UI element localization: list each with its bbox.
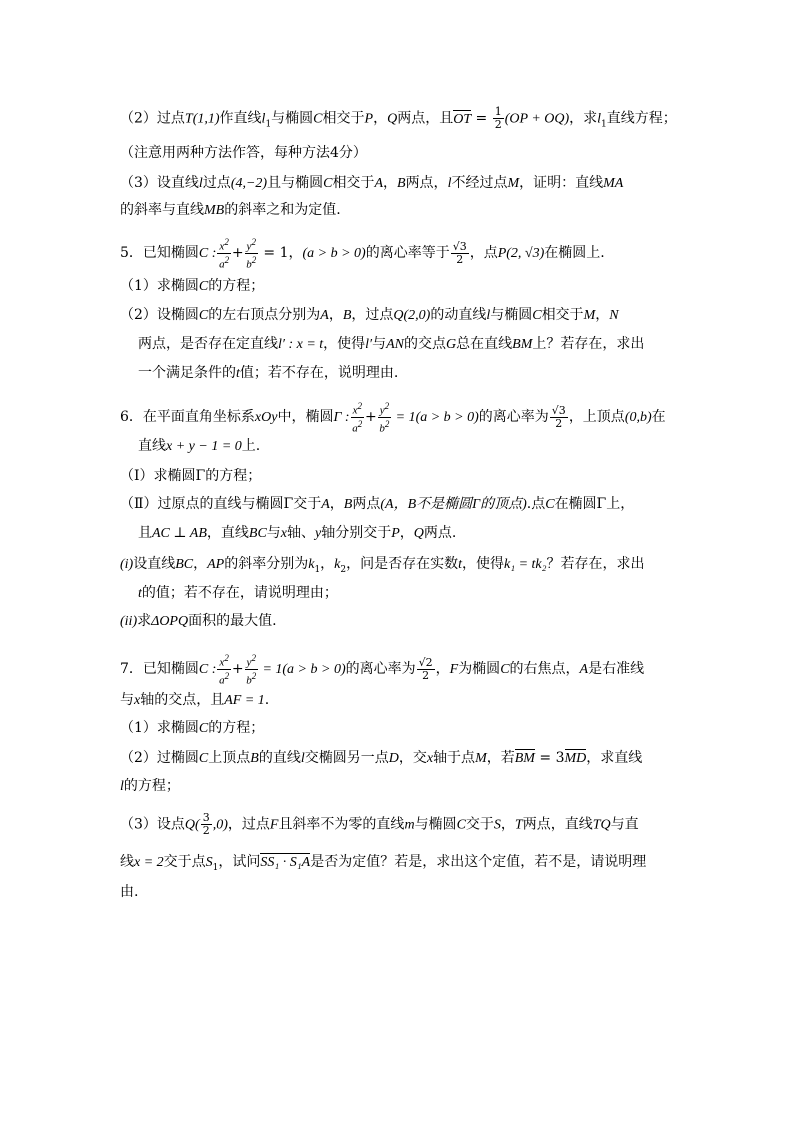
p6-q1: （Ⅰ）求椭圆Γ的方程； [120,468,262,484]
p7-head: 7．已知椭圆C : $\frac{x^2}{a^2}$ + $\frac{y^2}{b^2}$ = 1(a > b > 0)的离心率为 $\frac{√2}{2}$ ，F为椭圆C的右焦点，A是右准线 [120,653,645,687]
p6-head-line2: 直线x + y − 1 = 0上. [138,438,261,454]
p4-part2-line: （2）过点T(1,1)作直线$l_1$与椭圆C相交于P，Q两点，且OT = $\frac{1}{2}$ (OP + OQ)，求$l_1$直线方程； [120,105,677,131]
p6-q2-line1: （Ⅱ）过原点的直线与椭圆Γ交于A，B两点(A，B不是椭圆Γ的顶点).点C在椭圆Γ上， [120,496,635,512]
p6-q2-line2: 且AC ⊥ AB，直线BC与x轴、y轴分别交于P，Q两点. [138,525,457,541]
p7-q3-line2: 线x = 2交于点$S_1$，试问SS₁ · S₁A是否为定值？若是，求出这个定值，若不是，请说明理 [120,854,647,873]
p4-part3-line2: 的斜率与直线MB的斜率之和为定值. [120,202,341,218]
p6-i-line2: t的值；若不存在，请说明理由； [138,585,338,601]
p7-q3-line3: 由. [120,884,139,900]
p6-i-line1: (i)设直线BC，AP的斜率分别为$k_1$，$k_2$，问是否存在实数t，使得k₁ = tk₂？若存在，求出 [120,556,645,575]
p5-q1: （1）求椭圆C的方程； [120,278,265,294]
p5-head: 5．已知椭圆C : $\frac{x^2}{a^2}$ + $\frac{y^2}{b^2}$ = 1，(a > b > 0)的离心率等于 $\frac{√3}{2}$ ，点P(2, √3)在椭圆上. [120,237,605,271]
p4-note: （注意用两种方法作答，每种方法4分） [120,145,367,161]
p6-head: 6．在平面直角坐标系xOy中，椭圆Γ : $\frac{x^2}{a^2}$ + $\frac{y^2}{b^2}$ = 1(a > b > 0)的离心率为 $\frac{√3}{2}$ ，上顶点(0,b)在 [120,401,666,435]
p7-q3-line1: （3）设点Q( $\frac{3}{2}$ ,0)，过点F且斜率不为零的直线m与椭圆C交于S，T两点，直线TQ与直 [120,811,639,837]
p5-q2-line1: （2）设椭圆C的左右顶点分别为A，B，过点Q(2,0)的动直线l与椭圆C相交于M，N [120,307,619,323]
p7-q2-line2: l的方程； [120,778,180,794]
p7-q2-line1: （2）过椭圆C上顶点B的直线l交椭圆另一点D，交x轴于点M，若BM = 3MD，求直线 [120,750,643,766]
p7-q1: （1）求椭圆C的方程； [120,720,265,736]
p7-head-line2: 与x轴的交点，且AF = 1. [120,692,270,708]
p5-q2-line3: 一个满足条件的t值；若不存在，说明理由. [138,365,399,381]
p6-ii: (ii)求ΔOPQ面积的最大值. [120,613,277,629]
p4-part3-line1: （3）设直线l过点(4,−2)且与椭圆C相交于A，B两点，l不经过点M，证明：直线MA [120,175,624,191]
p5-q2-line2: 两点，是否存在定直线l′ : x = t，使得l′与AN的交点G总在直线BM上？若存在，求出 [138,336,645,352]
